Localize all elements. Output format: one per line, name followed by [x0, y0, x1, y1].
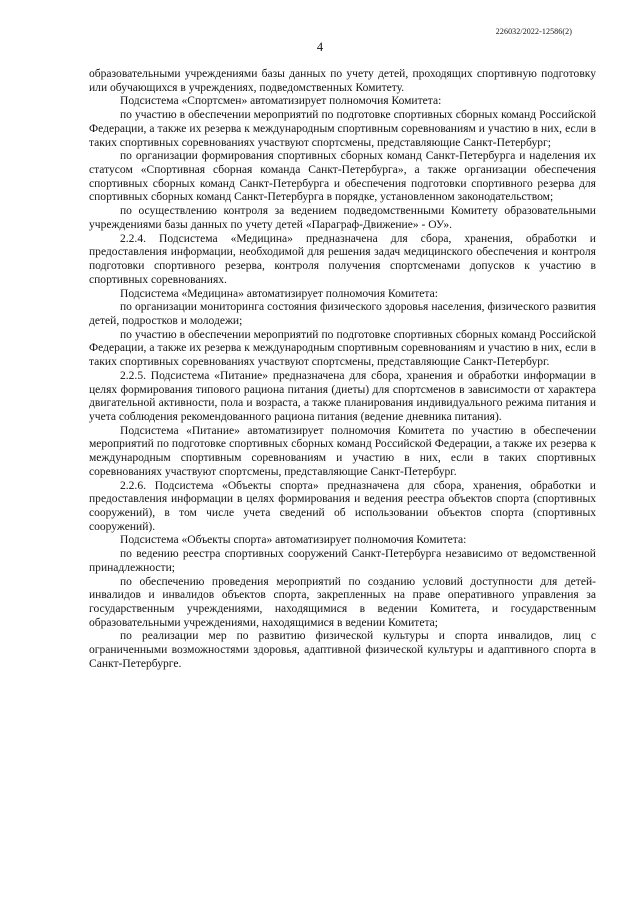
paragraph: 2.2.5. Подсистема «Питание» предназначена для сбора, хранения и обработки информации в целях формирования типового рациона питания (диеты) для спортсменов в зависимости от характера двигательной активности, пола и возраста, а также планирования индивидуального режима питания и учета соблюдения рекомендованного рациона питания (ведение дневника питания). [89, 369, 596, 423]
paragraph: по организации формирования спортивных сборных команд Санкт-Петербурга и наделения их статусом «Спортивная сборная команда Санкт-Петербурга», а также организации обеспечения спортивных сборных команд Санкт-Петербурга и обеспечения подготовки спортивного резерва для спортивных сборных команд Санкт-Петербурга в порядке, установленном законодательством; [89, 150, 596, 204]
document-id-label: 226032/2022-12586(2) [495, 27, 572, 36]
page-number: 4 [316, 40, 324, 54]
paragraph: Подсистема «Медицина» автоматизирует полномочия Комитета: [120, 287, 438, 300]
paragraph: Подсистема «Спортсмен» автоматизирует полномочия Комитета: [120, 95, 442, 108]
paragraph: по осуществлению контроля за ведением подведомственными Комитету образовательными учреждениями базы данных по учету детей «Параграф-Движение» - ОУ». [89, 205, 596, 231]
paragraph: 2.2.6. Подсистема «Объекты спорта» предназначена для сбора, хранения, обработки и предоставления информации в целях формирования и ведения реестра объектов спорта (спортивных сооружений), в том числе учета сведений об использовании объектов спорта (спортивных сооружений). [89, 479, 596, 533]
document-body [89, 68, 596, 672]
paragraph: по участию в обеспечении мероприятий по подготовке спортивных сборных команд Российской Федерации, а также их резерва к международным спортивным соревнованиям и участию в них, если в таких спортивных соревнованиях участвуют спортсмены, представляющие Санкт-Петербург. [89, 328, 596, 369]
paragraph: Подсистема «Питание» автоматизирует полномочия Комитета по участию в обеспечении мероприятий по подготовке спортивных сборных команд Российской Федерации, а также их резерва к международным спортивным соревнованиям и участию в них, если в таких спортивных соревнованиях участвуют спортсмены, представляющие Санкт-Петербург. [89, 424, 596, 478]
paragraph: по ведению реестра спортивных сооружений Санкт-Петербурга независимо от ведомственной принадлежности; [89, 548, 596, 574]
paragraph: по участию в обеспечении мероприятий по подготовке спортивных сборных команд Российской Федерации, а также их резерва к международным спортивным соревнованиям и участию в них, если в таких спортивных соревнованиях участвуют спортсмены, представляющие Санкт-Петербург; [89, 109, 596, 149]
paragraph: по организации мониторинга состояния физического здоровья населения, физического развития детей, подростков и молодежи; [89, 301, 596, 327]
paragraph: 2.2.4. Подсистема «Медицина» предназначена для сбора, хранения, обработки и предоставления информации, необходимой для решения задач медицинского обеспечения и контроля подготовки спортивного резерва, контроля получения спортсменами допусков к участию в спортивных соревнованиях. [89, 232, 596, 286]
paragraph: по обеспечению проведения мероприятий по созданию условий доступности для детей-инвалидов и инвалидов объектов спорта, закрепленных на праве оперативного управления за государственным учреждениями, находящимися в ведении Комитета, и государственным образовательными учреждениями, находящимися в ведении Комитета; [89, 575, 596, 629]
paragraph: Подсистема «Объекты спорта» автоматизирует полномочия Комитета: [120, 534, 467, 547]
paragraph: образовательными учреждениями базы данных по учету детей, проходящих спортивную подготовку или обучающихся в учреждениях, подведомственных Комитету. [89, 68, 596, 94]
paragraph: по реализации мер по развитию физической культуры и спорта инвалидов, лиц с ограниченными возможностями здоровья, адаптивной физической культуры и адаптивного спорта в Санкт-Петербурге. [89, 630, 596, 670]
